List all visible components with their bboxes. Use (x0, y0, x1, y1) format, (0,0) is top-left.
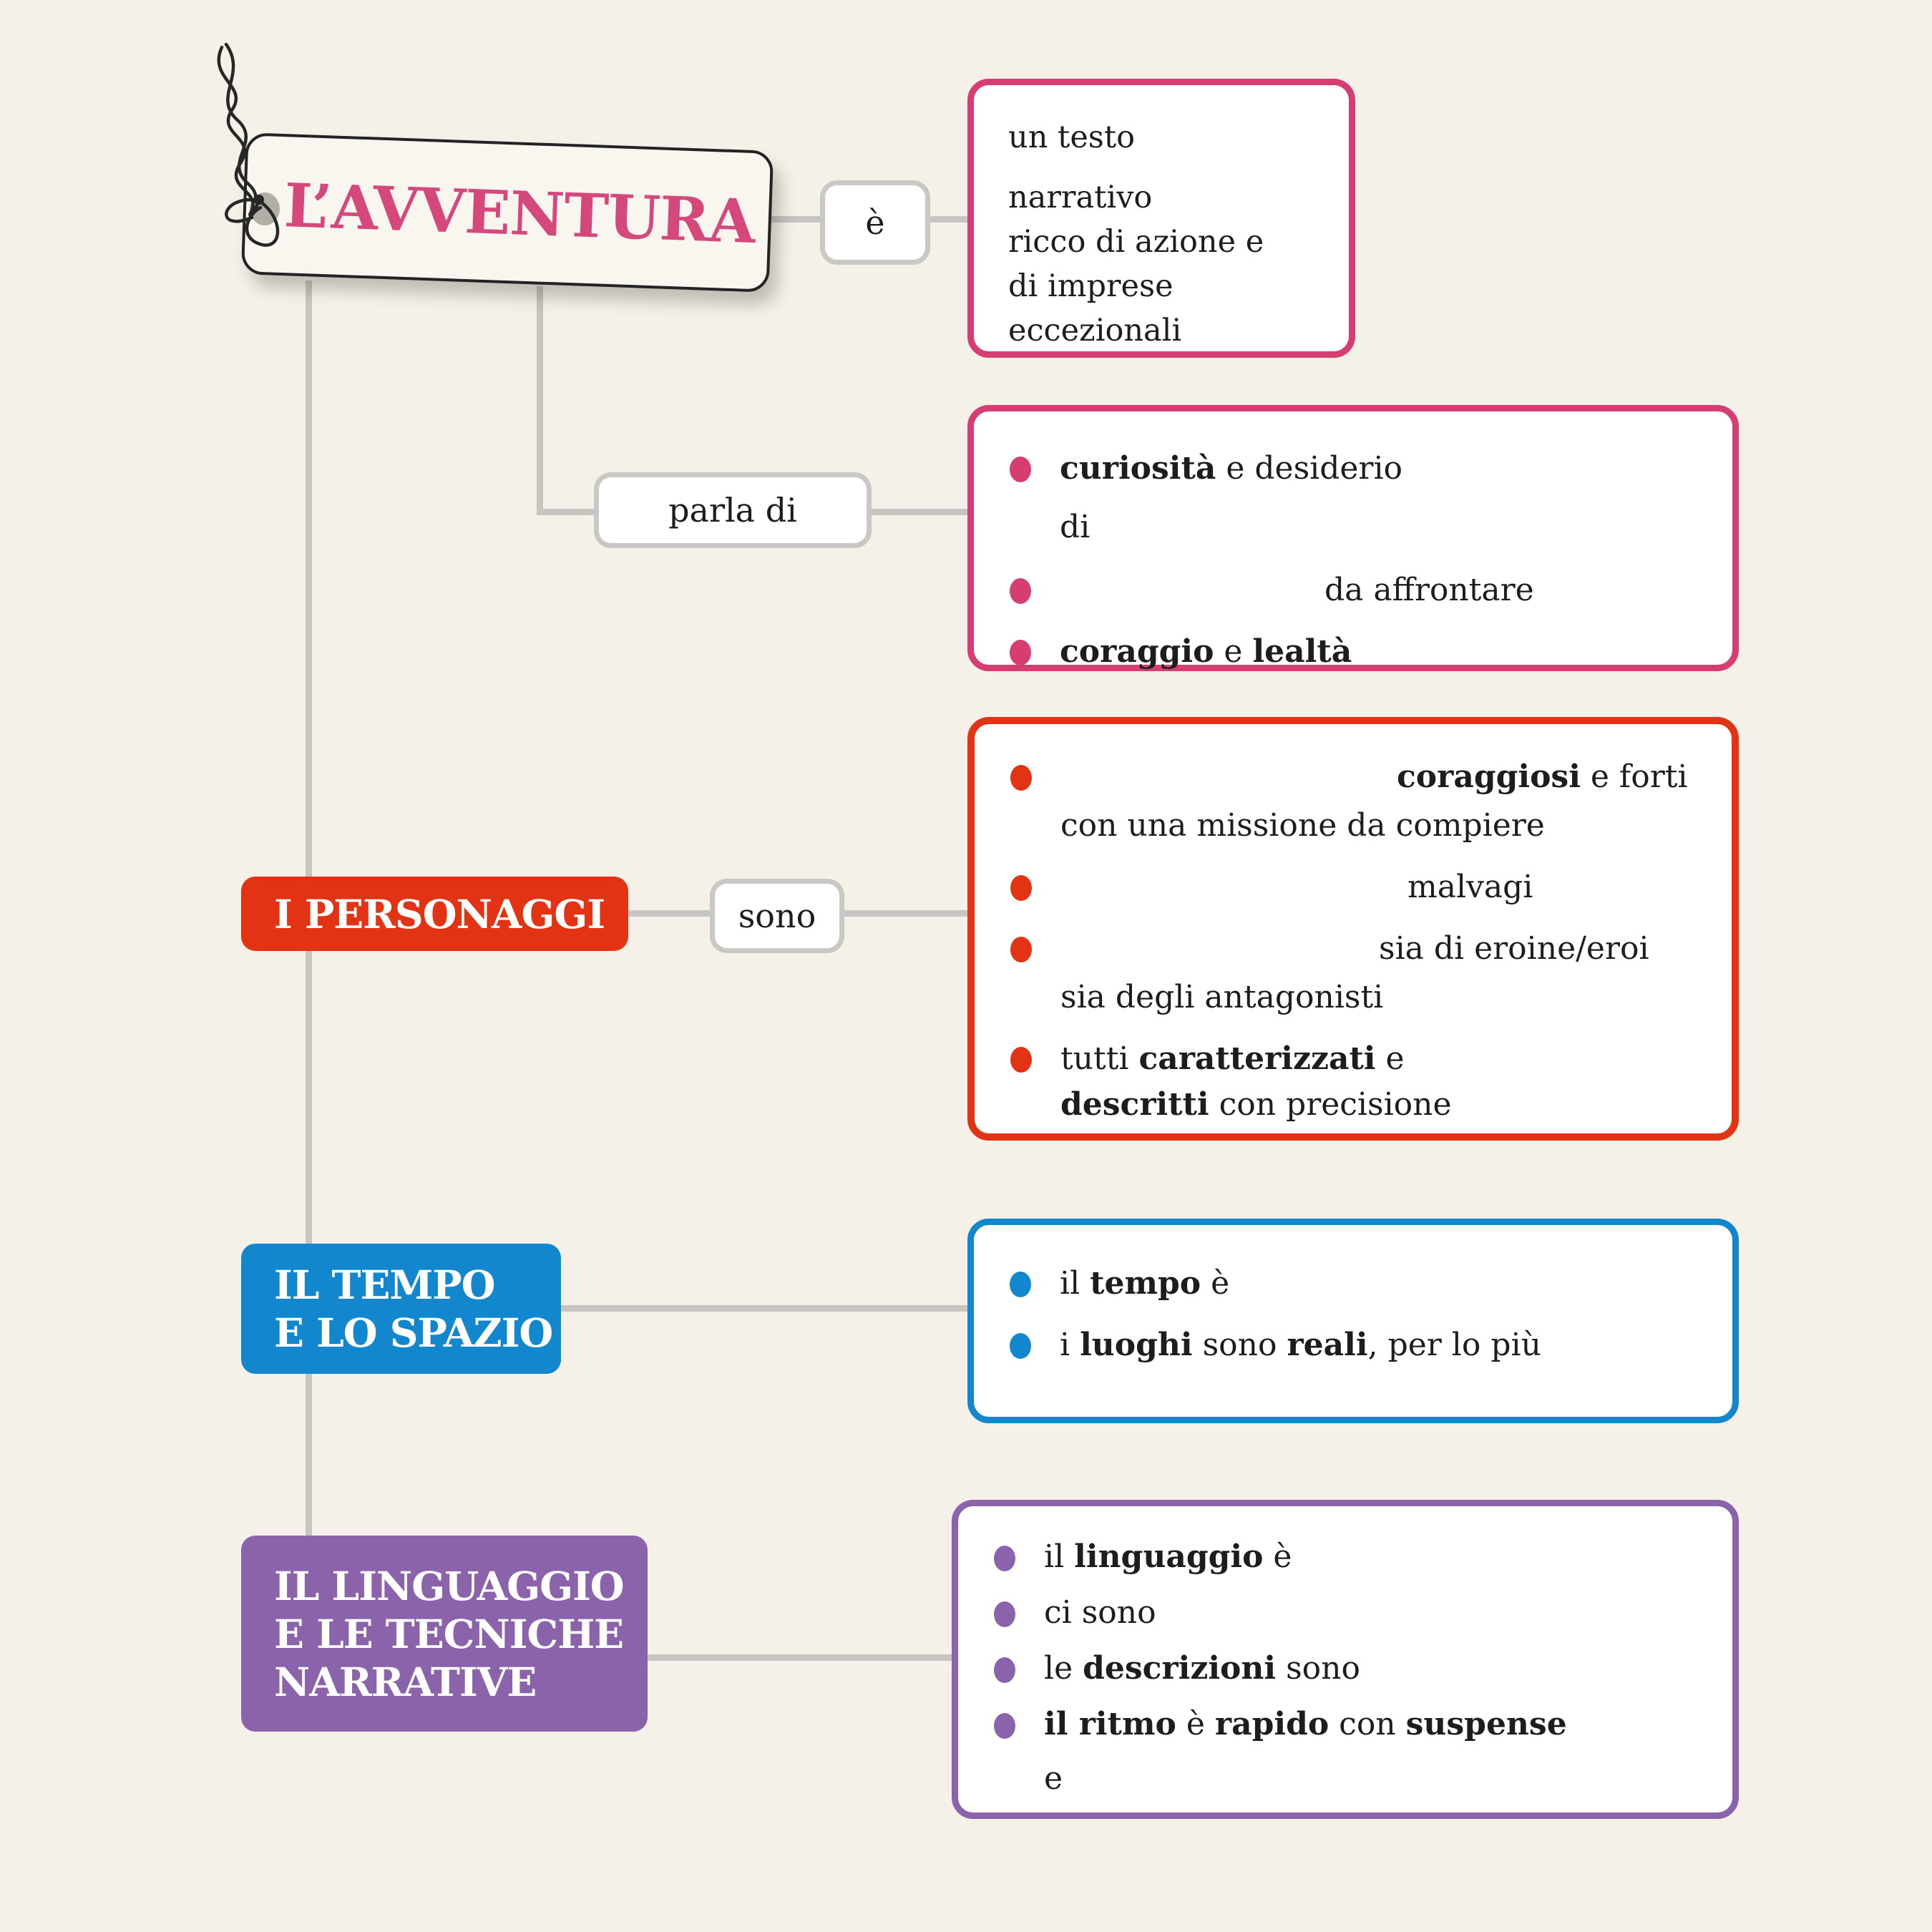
plain-text: e (1044, 1760, 1063, 1797)
keyword-text: caratterizzati (1138, 1040, 1376, 1077)
page-title: L’AVVENTURA (283, 169, 756, 257)
plain-text: con una missione da compiere (1060, 807, 1545, 844)
row-text (1008, 115, 1314, 160)
plain-text: con (1329, 1706, 1406, 1742)
branch-label-line: IL TEMPO (274, 1262, 495, 1308)
keyword-text: il ritmo (1044, 1706, 1176, 1742)
bullet-dot-icon (1010, 640, 1031, 665)
bullet-row (1010, 1261, 1697, 1307)
plain-text: è (1263, 1538, 1292, 1575)
keyword-text: rapido (1214, 1706, 1330, 1742)
row-text (1060, 1036, 1696, 1082)
row-text (1008, 175, 1314, 220)
linker-sono (710, 879, 844, 953)
bullet-row (994, 1591, 1697, 1635)
bullet-dot-icon (1010, 1047, 1032, 1073)
connector-e-definizione (927, 216, 970, 223)
bullet-dot-icon (1010, 875, 1032, 901)
bullet-dot-icon (1010, 578, 1031, 604)
plain-text: , per lo più (1367, 1327, 1541, 1363)
plain-text: sono (1276, 1650, 1360, 1687)
text-row (1008, 220, 1314, 264)
branch-label-line: E LE TECNICHE (274, 1610, 624, 1657)
connector-personaggi-sono (626, 910, 713, 917)
connector-parla-temi (869, 509, 970, 515)
linker-parla-di-label: parla di (668, 491, 797, 530)
plain-text: le (1044, 1650, 1083, 1687)
bullet-dot-icon (1010, 765, 1032, 791)
linker-e (820, 180, 930, 265)
bullet-row (1010, 1036, 1696, 1082)
keyword-text: descritti (1060, 1086, 1209, 1123)
plain-text: è (1176, 1706, 1215, 1742)
connector-sono-box (841, 910, 970, 917)
row-text (1060, 567, 1697, 613)
connector-tag-e (771, 216, 823, 223)
plain-text: il (1044, 1538, 1075, 1575)
connector-branch-parla-elbow (537, 509, 597, 515)
row-text (1044, 1646, 1697, 1691)
plain-text: malvagi (1407, 869, 1533, 905)
row-text (1044, 1757, 1697, 1801)
branch-label-line: E LO SPAZIO (274, 1309, 553, 1356)
keyword-text: coraggio (1060, 633, 1214, 670)
row-text (1008, 308, 1314, 353)
row-text (1008, 264, 1314, 308)
plain-text: di imprese (1008, 268, 1174, 304)
keyword-text: suspense (1405, 1706, 1567, 1742)
row-text (1060, 864, 1696, 910)
string-knot (254, 195, 264, 205)
bullet-dot-icon (1010, 457, 1031, 482)
bullet-row (994, 1646, 1697, 1691)
row-text (1060, 1322, 1697, 1368)
connector-tempo-box (558, 1305, 970, 1312)
bullet-row (994, 1535, 1697, 1579)
row-text (1044, 1702, 1697, 1747)
row-text (1060, 1082, 1696, 1128)
text-row (1008, 308, 1314, 353)
plain-text: i (1060, 1327, 1080, 1363)
plain-text: ci sono (1044, 1594, 1156, 1631)
fill-in-blank (1060, 957, 1379, 959)
bullet-row (994, 1702, 1697, 1747)
plain-text: e (1214, 633, 1253, 670)
row-text (1060, 926, 1696, 972)
plain-text: eccezionali (1008, 313, 1182, 348)
keyword-text: linguaggio (1074, 1538, 1264, 1575)
plain-text: ricco di azione e (1008, 224, 1264, 260)
plain-text: e (1375, 1040, 1405, 1077)
box-definizione (967, 79, 1355, 358)
box-temi (967, 405, 1739, 671)
text-row (1010, 803, 1696, 849)
connector-linguaggio-box (645, 1654, 955, 1661)
keyword-text: lealtà (1252, 633, 1352, 670)
bullet-dot-icon (994, 1601, 1015, 1627)
row-text (1060, 446, 1697, 492)
plain-text: sia di eroine/eroi (1379, 930, 1649, 967)
keyword-text: curiosità (1060, 450, 1216, 487)
text-row (1008, 115, 1314, 160)
plain-text: narrativo (1008, 180, 1153, 215)
bullet-row (1010, 754, 1696, 800)
bullet-row (1010, 1322, 1697, 1368)
box-linguaggio-tecniche (952, 1500, 1739, 1819)
row-text (1060, 803, 1696, 849)
plain-text: tutti (1060, 1040, 1139, 1077)
linker-parla-di (594, 472, 872, 548)
branch-label-line: IL LINGUAGGIO (274, 1562, 624, 1609)
row-text (1008, 220, 1314, 264)
text-row (1010, 504, 1697, 550)
bullet-row (1010, 629, 1697, 675)
fill-in-blank (1060, 896, 1407, 897)
bullet-dot-icon (994, 1546, 1015, 1571)
bullet-row (1010, 926, 1696, 972)
text-row (1010, 975, 1696, 1020)
row-text (1060, 975, 1696, 1020)
keyword-text: tempo (1090, 1265, 1201, 1302)
bullet-dot-icon (1010, 1333, 1031, 1359)
plain-text: di (1060, 509, 1091, 545)
text-row (1008, 264, 1314, 308)
linker-sono-label: sono (738, 897, 816, 935)
row-text (1060, 754, 1696, 800)
branch-tempo-spazio (241, 1244, 561, 1374)
plain-text: e forti (1580, 758, 1688, 795)
plain-text: è (1201, 1265, 1230, 1302)
connector-branch-parla-vertical (537, 286, 543, 515)
box-personaggi-sono (967, 717, 1739, 1141)
branch-label-line: NARRATIVE (274, 1658, 537, 1705)
keyword-text: reali (1287, 1327, 1368, 1363)
branch-personaggi (241, 877, 628, 951)
branch-label-line: I PERSONAGGI (274, 890, 605, 937)
branch-linguaggio-tecniche (241, 1536, 648, 1732)
bullet-dot-icon (1010, 937, 1032, 962)
linker-e-label: è (865, 203, 885, 242)
row-text (1060, 629, 1697, 675)
bullet-row (1010, 864, 1696, 910)
plain-text: da affrontare (1324, 572, 1534, 608)
bullet-dot-icon (1010, 1272, 1031, 1297)
row-text (1044, 1535, 1697, 1579)
row-text (1060, 504, 1697, 550)
plain-text: sono (1192, 1327, 1287, 1363)
plain-text: sia degli antagonisti (1060, 979, 1384, 1015)
bullet-row (1010, 446, 1697, 492)
bullet-dot-icon (994, 1713, 1015, 1739)
plain-text: con precisione (1209, 1086, 1452, 1123)
row-text (1060, 1261, 1697, 1307)
bullet-dot-icon (994, 1657, 1015, 1683)
keyword-text: descrizioni (1083, 1650, 1277, 1687)
plain-text: il (1060, 1265, 1091, 1302)
bullet-row (1010, 567, 1697, 613)
fill-in-blank (1060, 599, 1324, 600)
fill-in-blank (1060, 786, 1397, 787)
text-row (994, 1757, 1697, 1801)
tag-string-icon (179, 29, 336, 265)
row-text (1044, 1591, 1697, 1635)
keyword-text: coraggiosi (1397, 758, 1581, 795)
keyword-text: luoghi (1080, 1327, 1193, 1363)
text-row (1010, 1082, 1696, 1128)
text-row (1008, 175, 1314, 220)
box-tempo-spazio (967, 1219, 1739, 1423)
plain-text: e desiderio (1216, 450, 1403, 487)
plain-text: un testo (1008, 119, 1136, 155)
